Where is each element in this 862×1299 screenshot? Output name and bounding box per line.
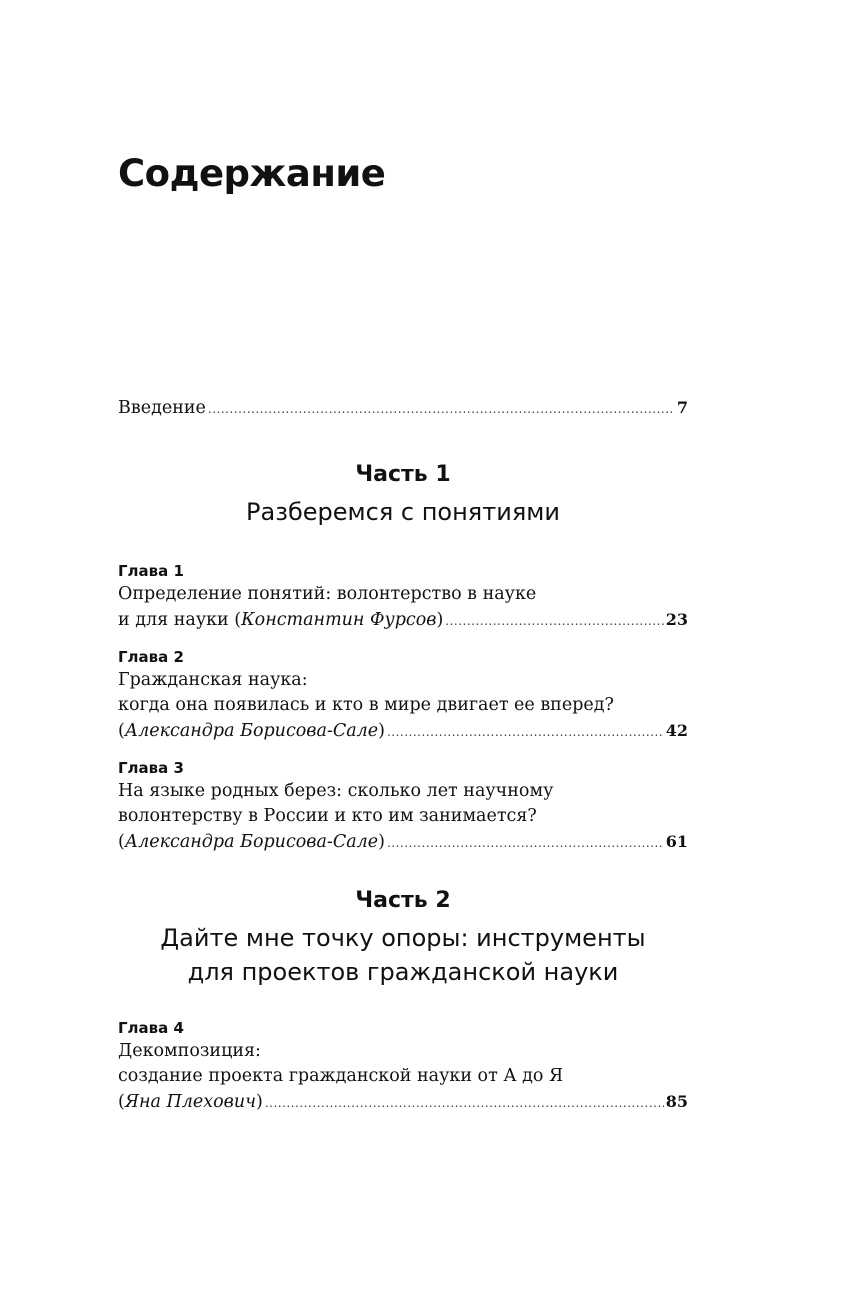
chapter-label: Глава 2 [118,648,184,666]
chapter-title-line: создание проекта гражданской науки от А до Я [118,1066,564,1086]
page-number: 7 [676,398,688,417]
toc-chapter-1[interactable] [118,560,688,634]
page-number: 42 [665,721,688,740]
page-title: Содержание [118,152,386,195]
part-2-heading [118,886,688,989]
chapter-author: Константин Фурсов [241,610,437,630]
page-number: 61 [665,832,688,851]
chapter-title-line: когда она появилась и кто в мире двигает ее вперед? [118,695,614,715]
dot-leader [265,1091,664,1116]
toc-chapter-3[interactable] [118,757,688,856]
author-prefix: ( [118,832,125,852]
dot-leader [445,609,663,634]
chapter-title-line: Декомпозиция: [118,1041,261,1061]
chapter-author-line [118,607,688,634]
part-1-heading [118,460,688,529]
chapter-title-line: волонтерству в России и кто им занимается? [118,806,537,826]
chapter-author: Александра Борисова-Сале [124,832,379,852]
author-suffix: ) [378,832,385,852]
toc-chapter-4[interactable] [118,1017,688,1116]
part-title: Дайте мне точку опоры: инструменты [160,924,646,952]
chapter-label: Глава 3 [118,759,184,777]
chapter-title-line: Гражданская наука: [118,670,308,690]
page-number: 85 [665,1092,688,1111]
chapter-author-line [118,718,688,745]
toc-chapter-2[interactable] [118,646,688,745]
author-suffix: ) [436,610,444,630]
dot-leader [387,720,664,745]
part-number: Часть 1 [355,462,451,487]
part-number: Часть 2 [355,888,451,913]
author-prefix: и для науки ( [118,610,242,630]
chapter-author: Яна Плехович [124,1092,256,1112]
chapter-title-line: На языке родных берез: сколько лет научному [118,781,554,801]
chapter-label: Глава 1 [118,562,184,580]
author-suffix: ) [378,721,385,741]
chapter-author: Александра Борисова-Сале [124,721,379,741]
author-suffix: ) [256,1092,263,1112]
page-number: 23 [665,610,688,629]
chapter-author-line [118,1089,688,1116]
chapter-author-line [118,829,688,856]
introduction-label: Введение [118,398,206,418]
chapter-title-line: Определение понятий: волонтерство в науке [118,584,537,604]
dot-leader [208,397,675,422]
chapter-label: Глава 4 [118,1019,184,1037]
dot-leader [387,831,664,856]
toc-entry-introduction[interactable] [118,395,688,422]
author-prefix: ( [118,1092,125,1112]
part-title: Разберемся с понятиями [246,498,560,526]
part-title: для проектов гражданской науки [187,958,619,986]
table-of-contents [118,395,688,1116]
author-prefix: ( [118,721,125,741]
